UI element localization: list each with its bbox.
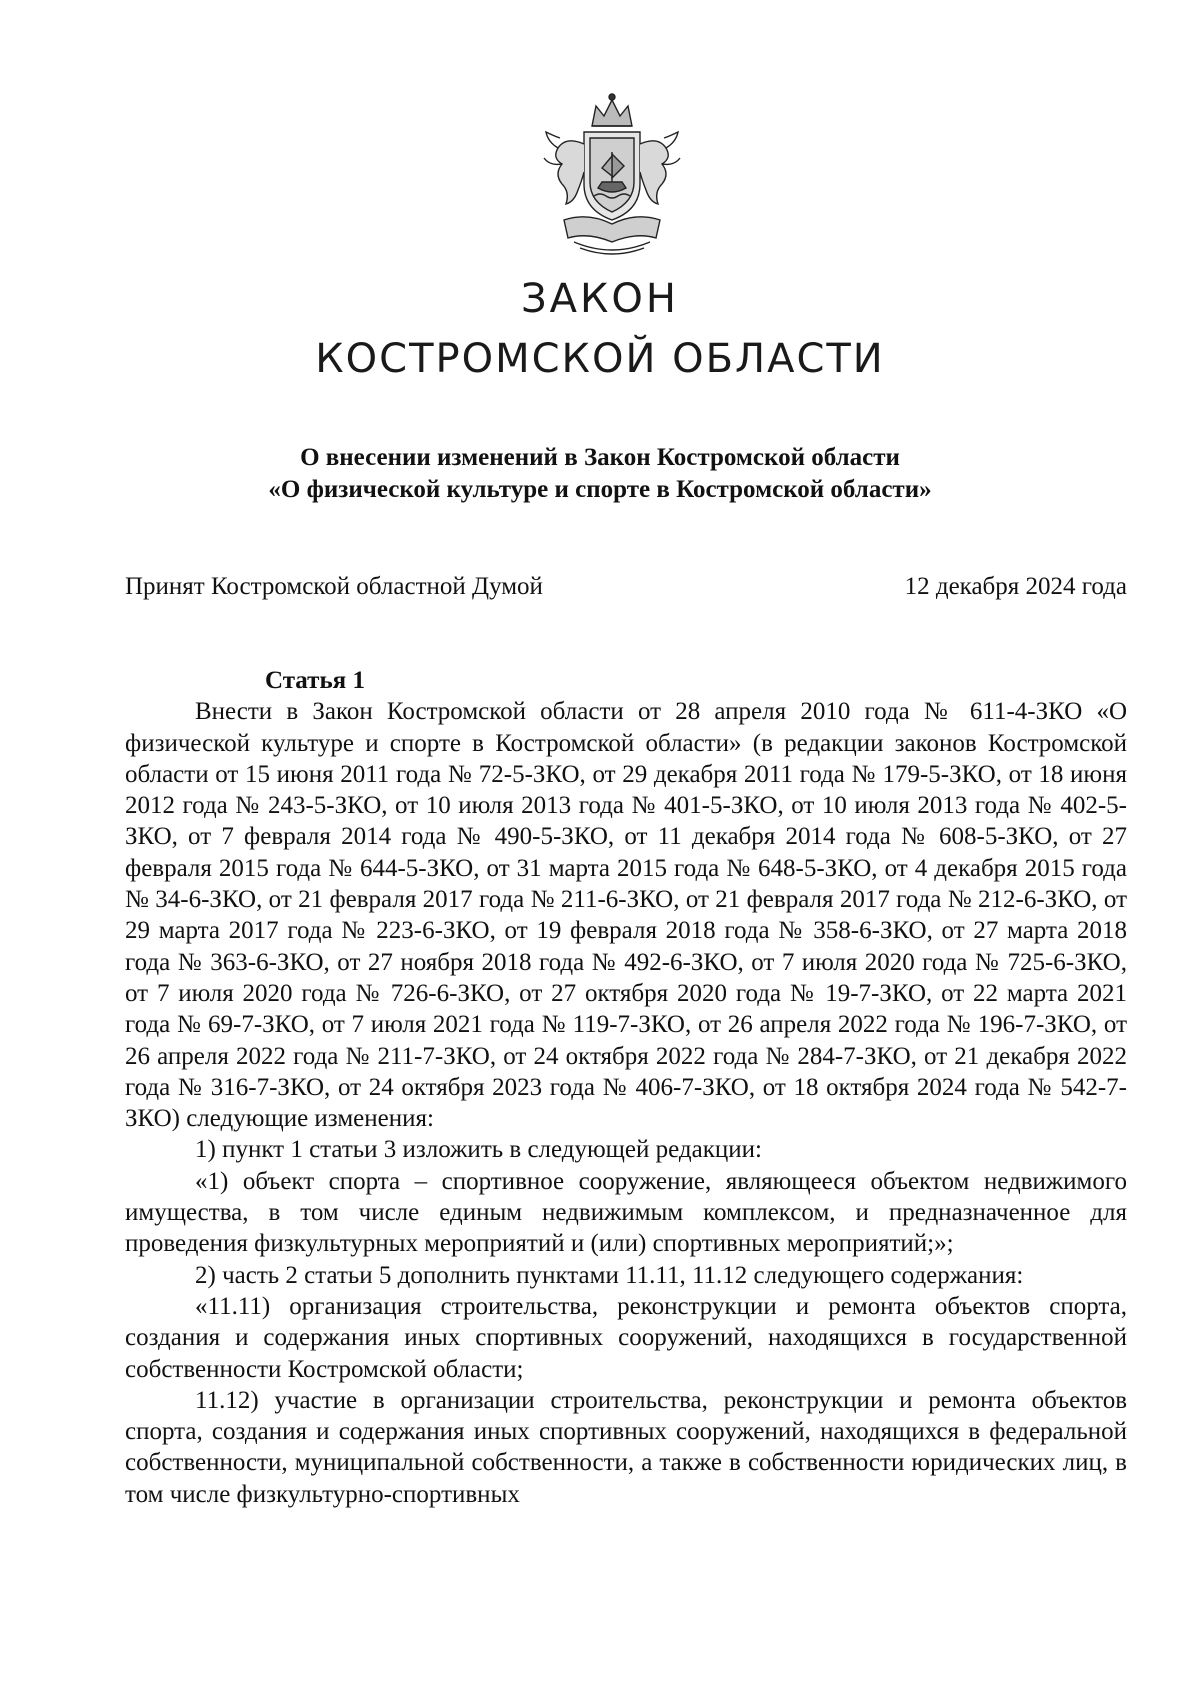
adopted-by: Принят Костромской областной Думой bbox=[125, 573, 543, 600]
kostroma-coat-of-arms-icon bbox=[540, 92, 685, 257]
adoption-date: 12 декабря 2024 года bbox=[904, 573, 1127, 600]
law-header-line1: ЗАКОН bbox=[521, 276, 679, 322]
document-title bbox=[130, 442, 1070, 506]
article-paragraph: «1) объект спорта – спортивное сооружение, являющееся объектом недвижимого имущества, в том числе единым недвижимым комплексом, и предназначенное для проведения физкультурных мероприятий и (или) спортивных мероприятий;»; bbox=[125, 1167, 1127, 1258]
article-1 bbox=[125, 665, 1127, 1510]
article-paragraph: «11.11) организация строительства, реконструкции и ремонта объектов спорта, создания и содержания иных спортивных сооружений, находящихся в государственной собственности Костромской области; bbox=[125, 1292, 1127, 1383]
law-header-line2: КОСТРОМСКОЙ ОБЛАСТИ bbox=[315, 336, 885, 382]
document-title-line1: О внесении изменений в Закон Костромской области bbox=[300, 444, 900, 471]
document-title-line2: «О физической культуре и спорте в Костромской области» bbox=[268, 476, 932, 503]
law-header bbox=[0, 270, 1200, 388]
adoption-line bbox=[125, 571, 1127, 603]
article-heading: Статья 1 bbox=[265, 667, 365, 694]
article-paragraph: 1) пункт 1 статьи 3 изложить в следующей редакции: bbox=[195, 1136, 762, 1164]
article-paragraph: 2) часть 2 статьи 5 дополнить пунктами 11.11, 11.12 следующего содержания: bbox=[195, 1261, 1024, 1289]
article-paragraph: 11.12) участие в организации строительства, реконструкции и ремонта объектов спорта, создания и содержания иных спортивных сооружений, находящихся в федеральной собственности, муниципальной собственности, а также в собственности юридических лиц, в том числе физкультурно-спортивных bbox=[125, 1386, 1127, 1508]
article-paragraph: Внести в Закон Костромской области от 28 апреля 2010 года № 611-4-ЗКО «О физической культуре и спорте в Костромской области» (в редакции законов Костромской области от 15 июня 2011 года № 72-5-ЗКО, от 29 декабря 2011 года № 179-5-ЗКО, от 18 июня 2012 года № 243-5-ЗКО, от 10 июля 2013 года № 401-5-ЗКО, от 10 июля 2013 года № 402-5-ЗКО, от 7 февраля 2014 года № 490-5-ЗКО, от 11 декабря 2014 года № 608-5-ЗКО, от 27 февраля 2015 года № 644-5-ЗКО, от 31 марта 2015 года № 648-5-ЗКО, от 4 декабря 2015 года № 34-6-ЗКО, от 21 февраля 2017 года № 211-6-ЗКО, от 21 февраля 2017 года № 212-6-ЗКО, от 29 марта 2017 года № 223-6-ЗКО, от 19 февраля 2018 года № 358-6-ЗКО, от 27 марта 2018 года № 363-6-ЗКО, от 27 ноября 2018 года № 492-6-ЗКО, от 7 июля 2020 года № 725-6-ЗКО, от 7 июля 2020 года № 726-6-ЗКО, от 27 октября 2020 года № 19-7-ЗКО, от 22 марта 2021 года № 69-7-ЗКО, от 7 июля 2021 года № 119-7-ЗКО, от 26 апреля 2022 года № 196-7-ЗКО, от 26 апреля 2022 года № 211-7-ЗКО, от 24 октября 2022 года № 284-7-ЗКО, от 21 декабря 2022 года № 316-7-ЗКО, от 24 октября 2023 года № 406-7-ЗКО, от 18 октября 2024 года № 542-7-ЗКО) следующие изменения: bbox=[125, 698, 1127, 1133]
